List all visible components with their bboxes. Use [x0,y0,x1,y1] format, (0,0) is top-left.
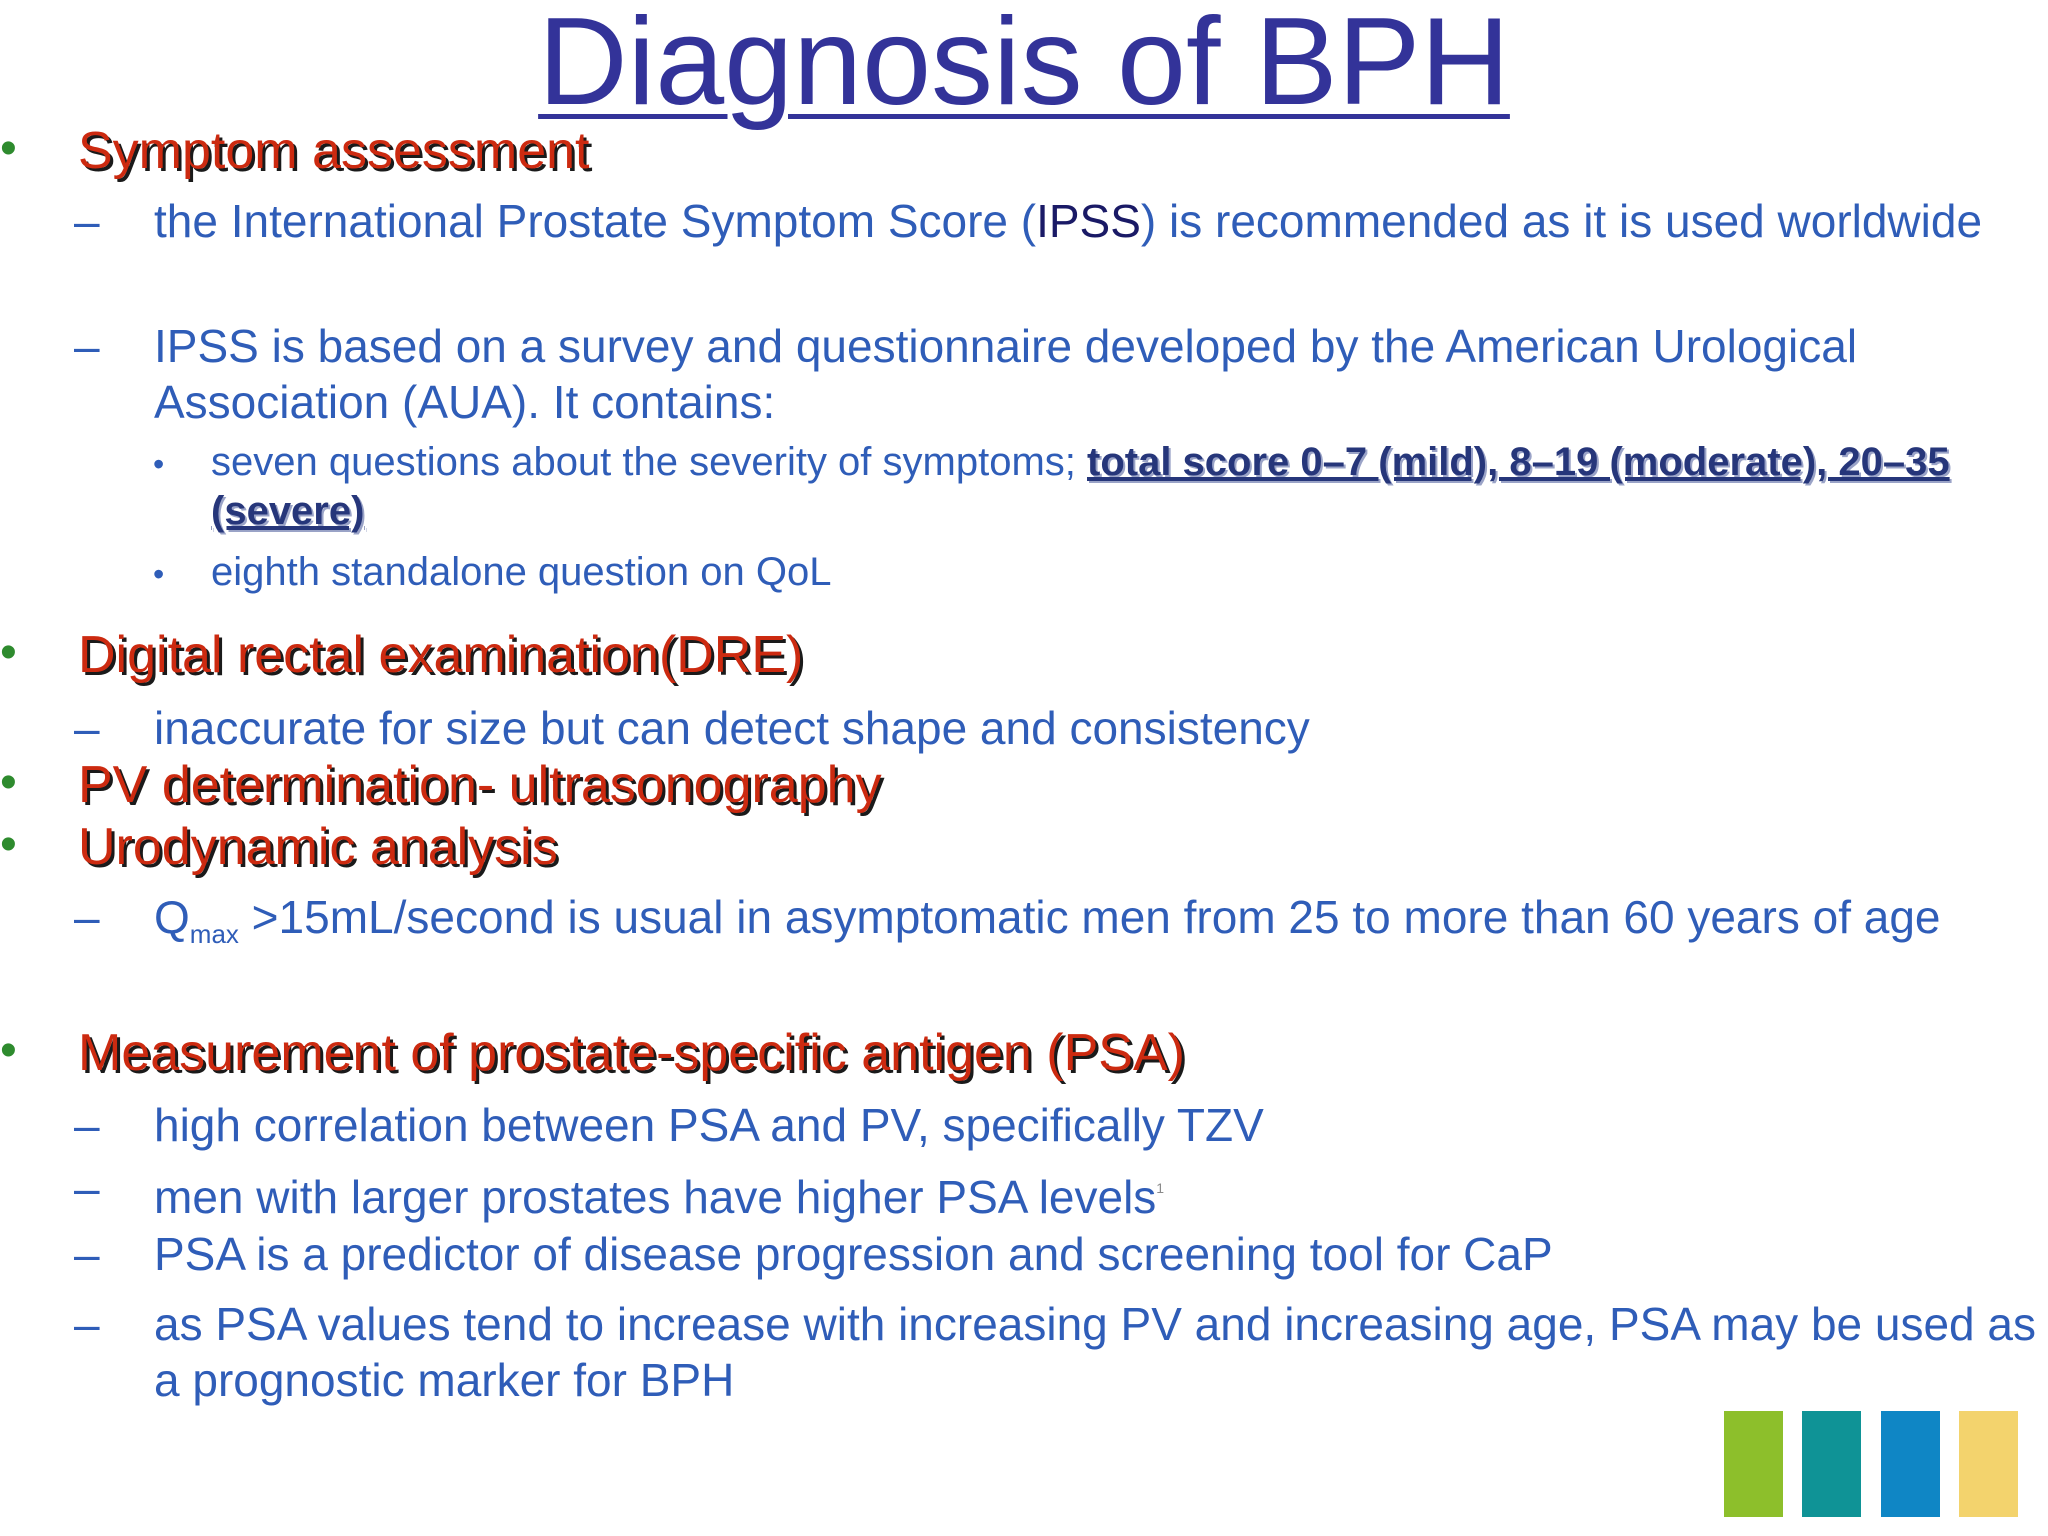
dash-ipss-2: – [74,320,100,372]
item-ipss-survey: IPSS is based on a survey and questionnaire developed by the American Urological Association (AUA). It contains: [154,320,1858,428]
qmax-text: >15mL/second is usual in asymptomatic men from 25 to more than 60 years of age [238,891,1941,943]
bullet-seven-questions: • [153,446,165,482]
dash-psa-3: – [74,1228,100,1280]
dash-psa-1: – [74,1099,100,1151]
bullet-qol: • [153,556,165,592]
dash-psa-2: – [74,1162,100,1214]
item-dre-accuracy: inaccurate for size but can detect shape and consistency [154,702,1310,754]
dash-ipss-1: – [74,195,100,247]
heading-symptom-assessment: Symptom assessment [78,122,590,180]
decorative-squares [1724,1411,1988,1517]
item-psa-larger-prostates [154,1160,2044,1225]
item-psa-predictor: PSA is a predictor of disease progression and screening tool for CaP [154,1228,1553,1280]
bullet-symptom: • [0,122,17,175]
heading-pv-determination: PV determination- ultrasonography [78,756,882,814]
item-seven-questions [211,438,2041,536]
qmax-subscript: max [189,919,239,949]
square-blue [1881,1411,1940,1517]
item-qmax [154,889,2044,962]
bullet-psa: • [0,1024,17,1077]
bullet-urodynamic: • [0,818,17,871]
item-qol-question: eighth standalone question on QoL [211,550,832,594]
square-green [1724,1411,1783,1517]
item-psa-correlation: high correlation between PSA and PV, specifically TZV [154,1099,1264,1151]
slide-title: Diagnosis of BPH [538,0,1510,131]
heading-psa: Measurement of prostate-specific antigen (PSA) [78,1024,1185,1082]
seven-questions-text: seven questions about the severity of symptoms; [211,440,1087,484]
heading-urodynamic-analysis: Urodynamic analysis [78,818,558,876]
item-ipss-text-after: ) is recommended as it is used worldwide [1140,195,1983,247]
item-ipss-recommended [154,193,2044,249]
item-ipss-text-before: the International Prostate Symptom Score ( [154,195,1037,247]
item-psa-prognostic-marker: as PSA values tend to increase with increasing PV and increasing age, PSA may be used as a prognostic marker for BPH [154,1298,2037,1406]
bullet-pv: • [0,756,17,809]
dash-psa-4: – [74,1298,100,1350]
bullet-dre: • [0,626,17,679]
score-ranges-link[interactable]: total score 0–7 (mild), 8–19 (moderate), 20–35 (severe) [211,440,1950,533]
heading-dre: Digital rectal examination(DRE) [78,626,804,684]
qmax-q: Q [154,891,190,943]
footnote-marker: 1 [1156,1180,1165,1196]
dash-urodynamic-1: – [74,891,100,943]
dash-dre-1: – [74,702,100,754]
square-teal [1802,1411,1861,1517]
psa-larger-prostates-text: men with larger prostates have higher PSA levels [154,1171,1157,1223]
square-yellow [1959,1411,2018,1517]
item-ipss-emph: IPSS [1036,195,1141,247]
